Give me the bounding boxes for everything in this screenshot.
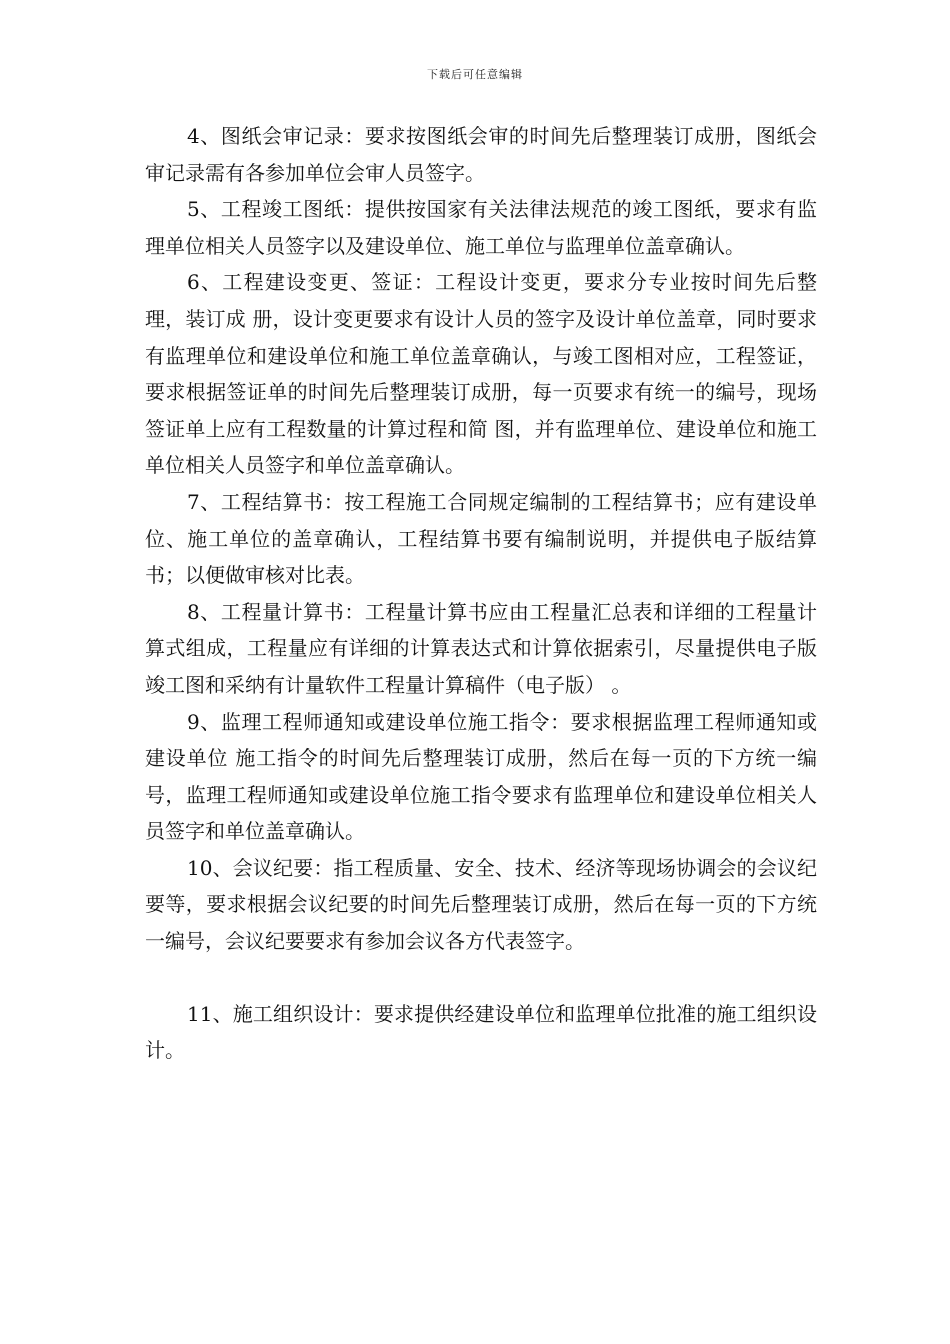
paragraph-item-9: 9、监理工程师通知或建设单位施工指令：要求根据监理工程师通知或建设单位 施工指令的时间先后整理装订成册，然后在每一页的下方统一编号，监理工程师通知或建设单位施工指令要求有监理单位和建设单位相关人员签字和单位盖章确认。 bbox=[145, 709, 817, 844]
document-body bbox=[145, 118, 817, 1069]
paragraph-item-8: 8、工程量计算书：工程量计算书应由工程量汇总表和详细的工程量计算式组成，工程量应有详细的计算表达式和计算依据索引，尽量提供电子版竣工图和采纳有计量软件工程量计算稿件（电子版） 。 bbox=[145, 599, 817, 697]
page-header: 下载后可任意编辑 bbox=[427, 68, 523, 81]
paragraph-item-11: 11、施工组织设计：要求提供经建设单位和监理单位批准的施工组织设计。 bbox=[145, 1001, 817, 1063]
paragraph-item-6: 6、工程建设变更、签证：工程设计变更，要求分专业按时间先后整理，装订成 册，设计变更要求有设计人员的签字及设计单位盖章，同时要求有监理单位和建设单位和施工单位盖章确认，与竣工图相对应，工程签证，要求根据签证单的时间先后整理装订成册，每一页要求有统一的编号，现场签证单上应有工程数量的计算过程和简 图，并有监理单位、建设单位和施工单位相关人员签字和单位盖章确认。 bbox=[145, 270, 817, 478]
paragraph-item-10: 10、会议纪要：指工程质量、安全、技术、经济等现场协调会的会议纪要等，要求根据会议纪要的时间先后整理装订成册，然后在每一页的下方统一编号，会议纪要要求有参加会议各方代表签字。 bbox=[145, 855, 817, 954]
paragraph-item-7: 7、工程结算书：按工程施工合同规定编制的工程结算书；应有建设单位、施工单位的盖章确认，工程结算书要有编制说明，并提供电子版结算书；以便做审核对比表。 bbox=[145, 489, 817, 588]
paragraph-item-4: 4、图纸会审记录：要求按图纸会审的时间先后整理装订成册，图纸会审记录需有各参加单位会审人员签字。 bbox=[145, 124, 817, 185]
paragraph-item-5: 5、工程竣工图纸：提供按国家有关法律法规范的竣工图纸，要求有监理单位相关人员签字以及建设单位、施工单位与监理单位盖章确认。 bbox=[145, 197, 817, 258]
